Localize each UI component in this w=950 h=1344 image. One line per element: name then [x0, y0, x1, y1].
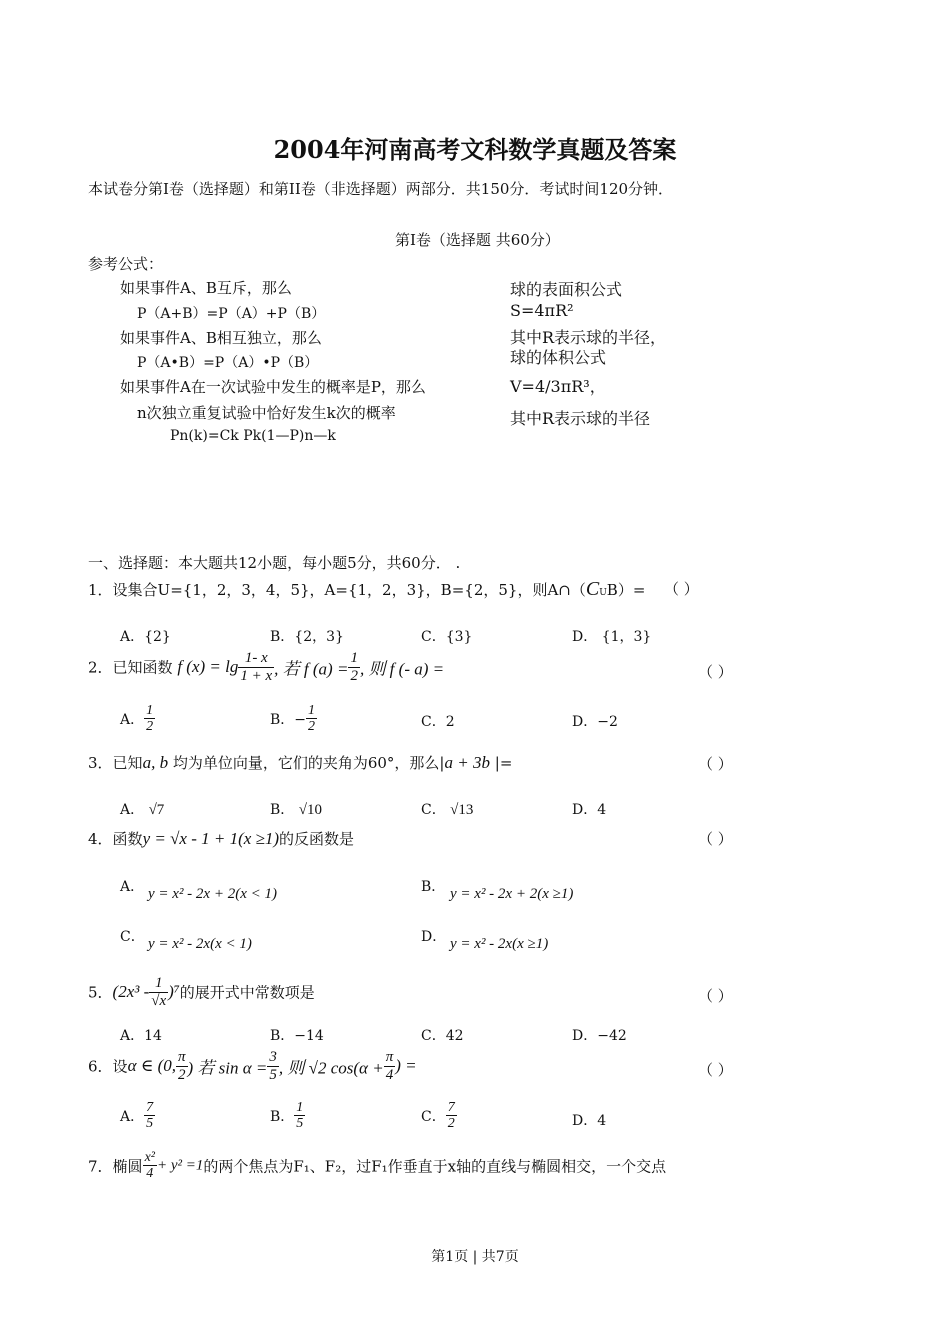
- q6-number: 6．: [88, 1057, 113, 1076]
- q6-option-d: D．4: [572, 1113, 607, 1129]
- formula-right-4: 球的体积公式: [510, 348, 607, 367]
- q2-option-b-frac: $\frac{1}{2}$: [308, 703, 316, 735]
- question-3: 3．已知a, b 均为单位向量，它们的夹角为60°，那么|a + 3b |=: [88, 753, 513, 772]
- q3-option-c: C． √13: [421, 802, 474, 818]
- q6-answer-bracket: （ ）: [698, 1061, 733, 1079]
- q5-stem-tail: 的展开式中常数项是: [179, 983, 315, 1002]
- q2-option-b: B．− $\frac{1}{2}$: [270, 703, 316, 735]
- formulas-heading: 参考公式：: [88, 255, 164, 273]
- q5-expr-a: (2x³ -: [112, 982, 150, 1001]
- q2-option-a: A． $\frac{1}{2}$: [120, 703, 154, 735]
- q2-expr-c: , 则 f (- a) =: [359, 659, 445, 679]
- q5-answer-bracket: （ ）: [698, 987, 733, 1005]
- q3-vector-sum: a + 3b: [444, 753, 490, 772]
- part1-heading: 第Ⅰ卷（选择题 共60分）: [395, 231, 560, 249]
- q4-option-b-label: B．: [421, 879, 446, 895]
- page-footer: 第1页 | 共7页: [431, 1249, 519, 1265]
- formula-left-2: P（A+B）=P（A）+P（B）: [137, 306, 326, 322]
- q5-option-b: B．−14: [270, 1028, 324, 1044]
- q5-fraction: $\frac{1}{√x}$: [151, 975, 167, 1009]
- q4-stem-tail: 的反函数是: [279, 830, 355, 848]
- q2-option-d: D．−2: [572, 714, 618, 730]
- q3-option-b: B． √10: [270, 802, 322, 818]
- question-2: 2．已知函数 f (x) = lg $\frac{1- x}{1 + x}$ , 若 f (a) = $\frac{1}{2}$ , 则 f (- a) =: [88, 650, 445, 684]
- q1-option-c: C．{3}: [421, 629, 473, 645]
- q1-complement-symbol: C: [585, 578, 600, 600]
- q3-stem-mid: 均为单位向量，它们的夹角为60°，那么|: [172, 754, 445, 772]
- formula-left-5: 如果事件A在一次试验中发生的概率是P，那么: [120, 378, 426, 396]
- formula-right-3: 其中R表示球的半径，: [510, 328, 667, 347]
- q2-option-a-frac: $\frac{1}{2}$: [146, 703, 154, 735]
- q1-stem-tail: B）=: [606, 581, 646, 599]
- q3-answer-bracket: （ ）: [698, 755, 733, 773]
- formula-left-4: P（A•B）=P（A）•P（B）: [137, 355, 319, 371]
- q1-option-b: B．{2，3}: [270, 629, 344, 645]
- question-6: 6．设α ∈ (0, $\frac{\pi}{2}$ ) 若 sin α = $\frac{3}{5}$ , 则 √2 cos(α + $\frac{\pi}{4}$ ) =: [88, 1049, 417, 1083]
- intro-text: 本试卷分第Ⅰ卷（选择题）和第II卷（非选择题）两部分．共150分．考试时间120分钟．: [88, 180, 674, 198]
- question-1: [88, 578, 645, 601]
- q4-option-c-label: C．: [120, 929, 145, 945]
- q1-stem: 设集合U={1，2，3，4，5}，A={1，2，3}，B={2，5}，则A∩（: [112, 581, 586, 599]
- formula-right-6: 其中R表示球的半径: [510, 409, 651, 428]
- q1-complement-sub: U: [599, 588, 607, 598]
- q7-number: 7．: [88, 1157, 113, 1176]
- q6-pi-quarter: $\frac{\pi}{4}$: [385, 1049, 394, 1083]
- formula-left-1: 如果事件A、B互斥，那么: [120, 279, 292, 297]
- q5-option-a: A．14: [120, 1028, 162, 1044]
- q2-expr-a: f (x) = lg: [177, 657, 239, 676]
- q2-option-c: C．2: [421, 714, 455, 730]
- q1-number: 1．: [88, 581, 113, 599]
- q6-pi-half: $\frac{\pi}{2}$: [177, 1049, 186, 1083]
- q6-option-a: A． $\frac{7}{5}$: [120, 1100, 154, 1132]
- q2-half: $\frac{1}{2}$: [350, 650, 358, 684]
- q5-option-d: D．−42: [572, 1028, 627, 1044]
- formula-right-2: S=4πR²: [510, 301, 574, 320]
- formula-right-1: 球的表面积公式: [510, 280, 623, 299]
- q4-number: 4．: [88, 830, 113, 848]
- q5-number: 5．: [88, 983, 113, 1002]
- question-4: 4．函数y = √x - 1 + 1(x ≥1)的反函数是: [88, 829, 355, 848]
- q4-option-b: y = x² - 2x + 2(x ≥1): [450, 886, 574, 902]
- q2-fraction: $\frac{1- x}{1 + x}$: [240, 650, 273, 684]
- q2-expr-b: , 若 f (a) =: [274, 659, 349, 679]
- q3-option-d: D．4: [572, 802, 607, 818]
- q3-vectors: a, b: [142, 753, 169, 772]
- formula-left-3: 如果事件A、B相互独立，那么: [120, 329, 322, 347]
- formula-left-6: n次独立重复试验中恰好发生k次的概率: [137, 404, 396, 422]
- q3-number: 3．: [88, 754, 113, 772]
- formula-right-5: V=4/3πR³，: [510, 377, 606, 396]
- q2-number: 2．: [88, 658, 113, 677]
- q6-option-b: B． $\frac{1}{5}$: [270, 1100, 304, 1132]
- formula-binomial: Pn(k)=Ck Pk(1—P)n—k: [170, 428, 336, 444]
- document-title: 2004年河南高考文科数学真题及答案: [273, 135, 677, 164]
- q4-option-d-label: D．: [421, 929, 447, 945]
- q5-option-c: C．42: [421, 1028, 464, 1044]
- question-5: [88, 975, 315, 1009]
- q4-option-d: y = x² - 2x(x ≥1): [450, 936, 549, 952]
- question-7: 7．椭圆 $\frac{\text{x²}}{4}$ + y² =1的两个焦点为F₁、F₂，过F₁作垂直于x轴的直线与椭圆相交，一个交点: [88, 1150, 667, 1182]
- q4-function: y = √x - 1 + 1(x ≥1): [142, 829, 280, 848]
- q4-option-a: y = x² - 2x + 2(x < 1): [148, 886, 277, 902]
- q6-three-fifths: $\frac{3}{5}$: [269, 1049, 277, 1083]
- q6-option-c: C． $\frac{7}{2}$: [421, 1100, 455, 1132]
- q1-option-d: D． {1，3}: [572, 629, 652, 645]
- q4-option-c: y = x² - 2x(x < 1): [148, 936, 252, 952]
- q2-answer-bracket: （ ）: [698, 663, 733, 681]
- section-heading: 一、选择题：本大题共12小题，每小题5分，共60分． .: [88, 554, 461, 572]
- q1-option-a: A．{2}: [120, 629, 171, 645]
- q1-answer-bracket: （ ）: [664, 580, 699, 598]
- q5-expr-b: )⁷: [168, 982, 180, 1001]
- q3-option-a: A． √7: [120, 802, 165, 818]
- q7-stem-tail: 的两个焦点为F₁、F₂，过F₁作垂直于x轴的直线与椭圆相交，一个交点: [203, 1157, 667, 1176]
- q7-fraction: $\frac{\text{x²}}{4}$: [144, 1150, 155, 1182]
- q4-answer-bracket: （ ）: [698, 830, 733, 848]
- q4-option-a-label: A．: [120, 879, 145, 895]
